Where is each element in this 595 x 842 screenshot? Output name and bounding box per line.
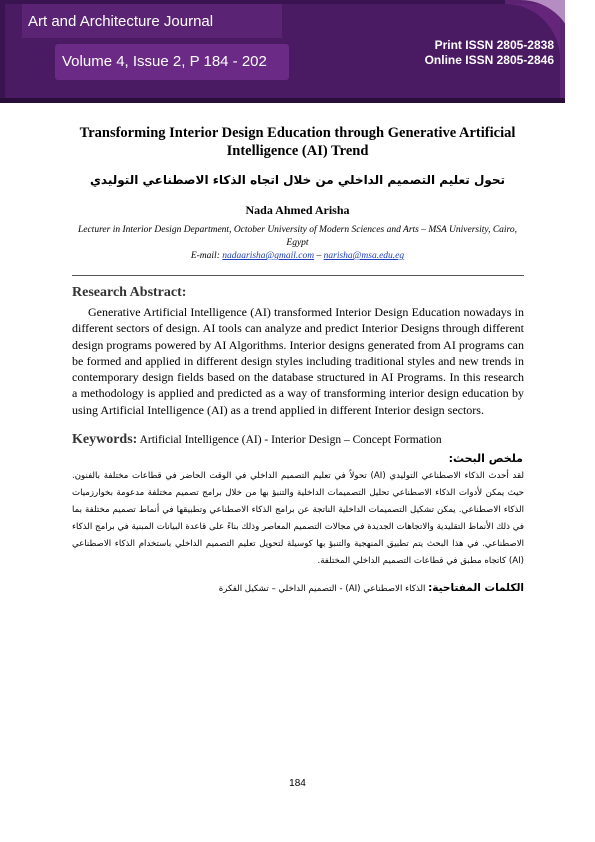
- journal-name: Art and Architecture Journal: [28, 13, 214, 30]
- print-issn: Print ISSN 2805-2838: [434, 38, 554, 52]
- author-name: Nada Ahmed Arisha: [245, 203, 350, 217]
- email-link-2[interactable]: narisha@msa.edu.eg: [323, 251, 405, 261]
- paper-title: Transforming Interior Design Education through Generative Artificial Intelligence (AI) Trend: [79, 125, 516, 159]
- arabic-abstract-body: لقد أحدث الذكاء الاصطناعي التوليدي (AI) تحولاً في تعليم التصميم الداخلي في الوقت الحاضر في قطاعات مختلفة بالفنون. حيث يمكن لأدوات الذكاء الاصطناعي تحليل التصميمات الداخلية والتنبؤ بها من خلال برامج تصميم مختلفة مدعومة بخوارزميات الذكاء الاصطناعي. يمكن تشكيل التصميمات الداخلية الناتجة عن برامج الذكاء الاصطناعي وتطبيقها في أنماط تصميم مختلفة بما في ذلك الأنماط التقليدية والاتجاهات الجديدة في مجالات التصميم المعاصر وذلك بناءً على قاعدة البيانات المبنية في برامج الذكاء الاصطناعي. في هذا البحث يتم تطبيق المنهجية والتنبؤ بها كوسيلة لتحويل تعليم التصميم الداخلي باستخدام الذكاء الاصطناعي (AI) كاتجاه مطبق في قطاعات التصميم الداخلي المختلفة.: [72, 471, 524, 566]
- journal-banner: [0, 0, 595, 103]
- arabic-abstract-heading: ملخص البحث:: [448, 452, 523, 465]
- keywords-label: Keywords:: [72, 432, 138, 447]
- email-link-1[interactable]: nadaarisha@gmail.com: [222, 251, 315, 261]
- volume-issue-label: Volume 4, Issue 2, P 184 - 202: [62, 53, 267, 70]
- arabic-keywords-text: الذكاء الاصطناعي (AI) - التصميم الداخلي – تشكيل الفكرة: [218, 584, 426, 594]
- author-email-line: [75, 251, 520, 261]
- header-divider: [72, 275, 524, 276]
- keywords-line: [72, 432, 524, 448]
- page-number: 184: [289, 778, 306, 789]
- paper-title-arabic: تحول تعليم التصميم الداخلي من خلال اتجاه الذكاء الاصطناعي التوليدي: [89, 173, 506, 187]
- abstract-heading: Research Abstract:: [72, 285, 187, 300]
- author-affiliation: Lecturer in Interior Design Department, October University of Modern Sciences and Arts – MSA University, Cairo, Egypt: [77, 225, 518, 248]
- abstract-body: Generative Artificial Intelligence (AI) transformed Interior Design Education nowadays in different sectors of design. AI tools can analyze and predict Interior Designs through different design programs powered by AI Algorithms. Interior designs generated from AI programs can be formed and applied in different design styles including traditional styles and new trends in contemporary design fields based on the database structured in AI Programs. In this research a methodology is applied and predicted as a way of transforming interior design education by using Artificial Intelligence (AI) as a trend applied in different Interior design sectors.: [72, 305, 524, 417]
- issn-block: [384, 38, 554, 68]
- online-issn: Online ISSN 2805-2846: [424, 53, 554, 67]
- arabic-keywords-label: الكلمات المفتاحية:: [428, 582, 524, 594]
- email-prefix: E-mail:: [190, 251, 220, 261]
- keywords-text: Artificial Intelligence (AI) - Interior Design – Concept Formation: [139, 434, 442, 446]
- email-separator: –: [314, 251, 324, 261]
- arabic-keywords-line: [72, 582, 524, 594]
